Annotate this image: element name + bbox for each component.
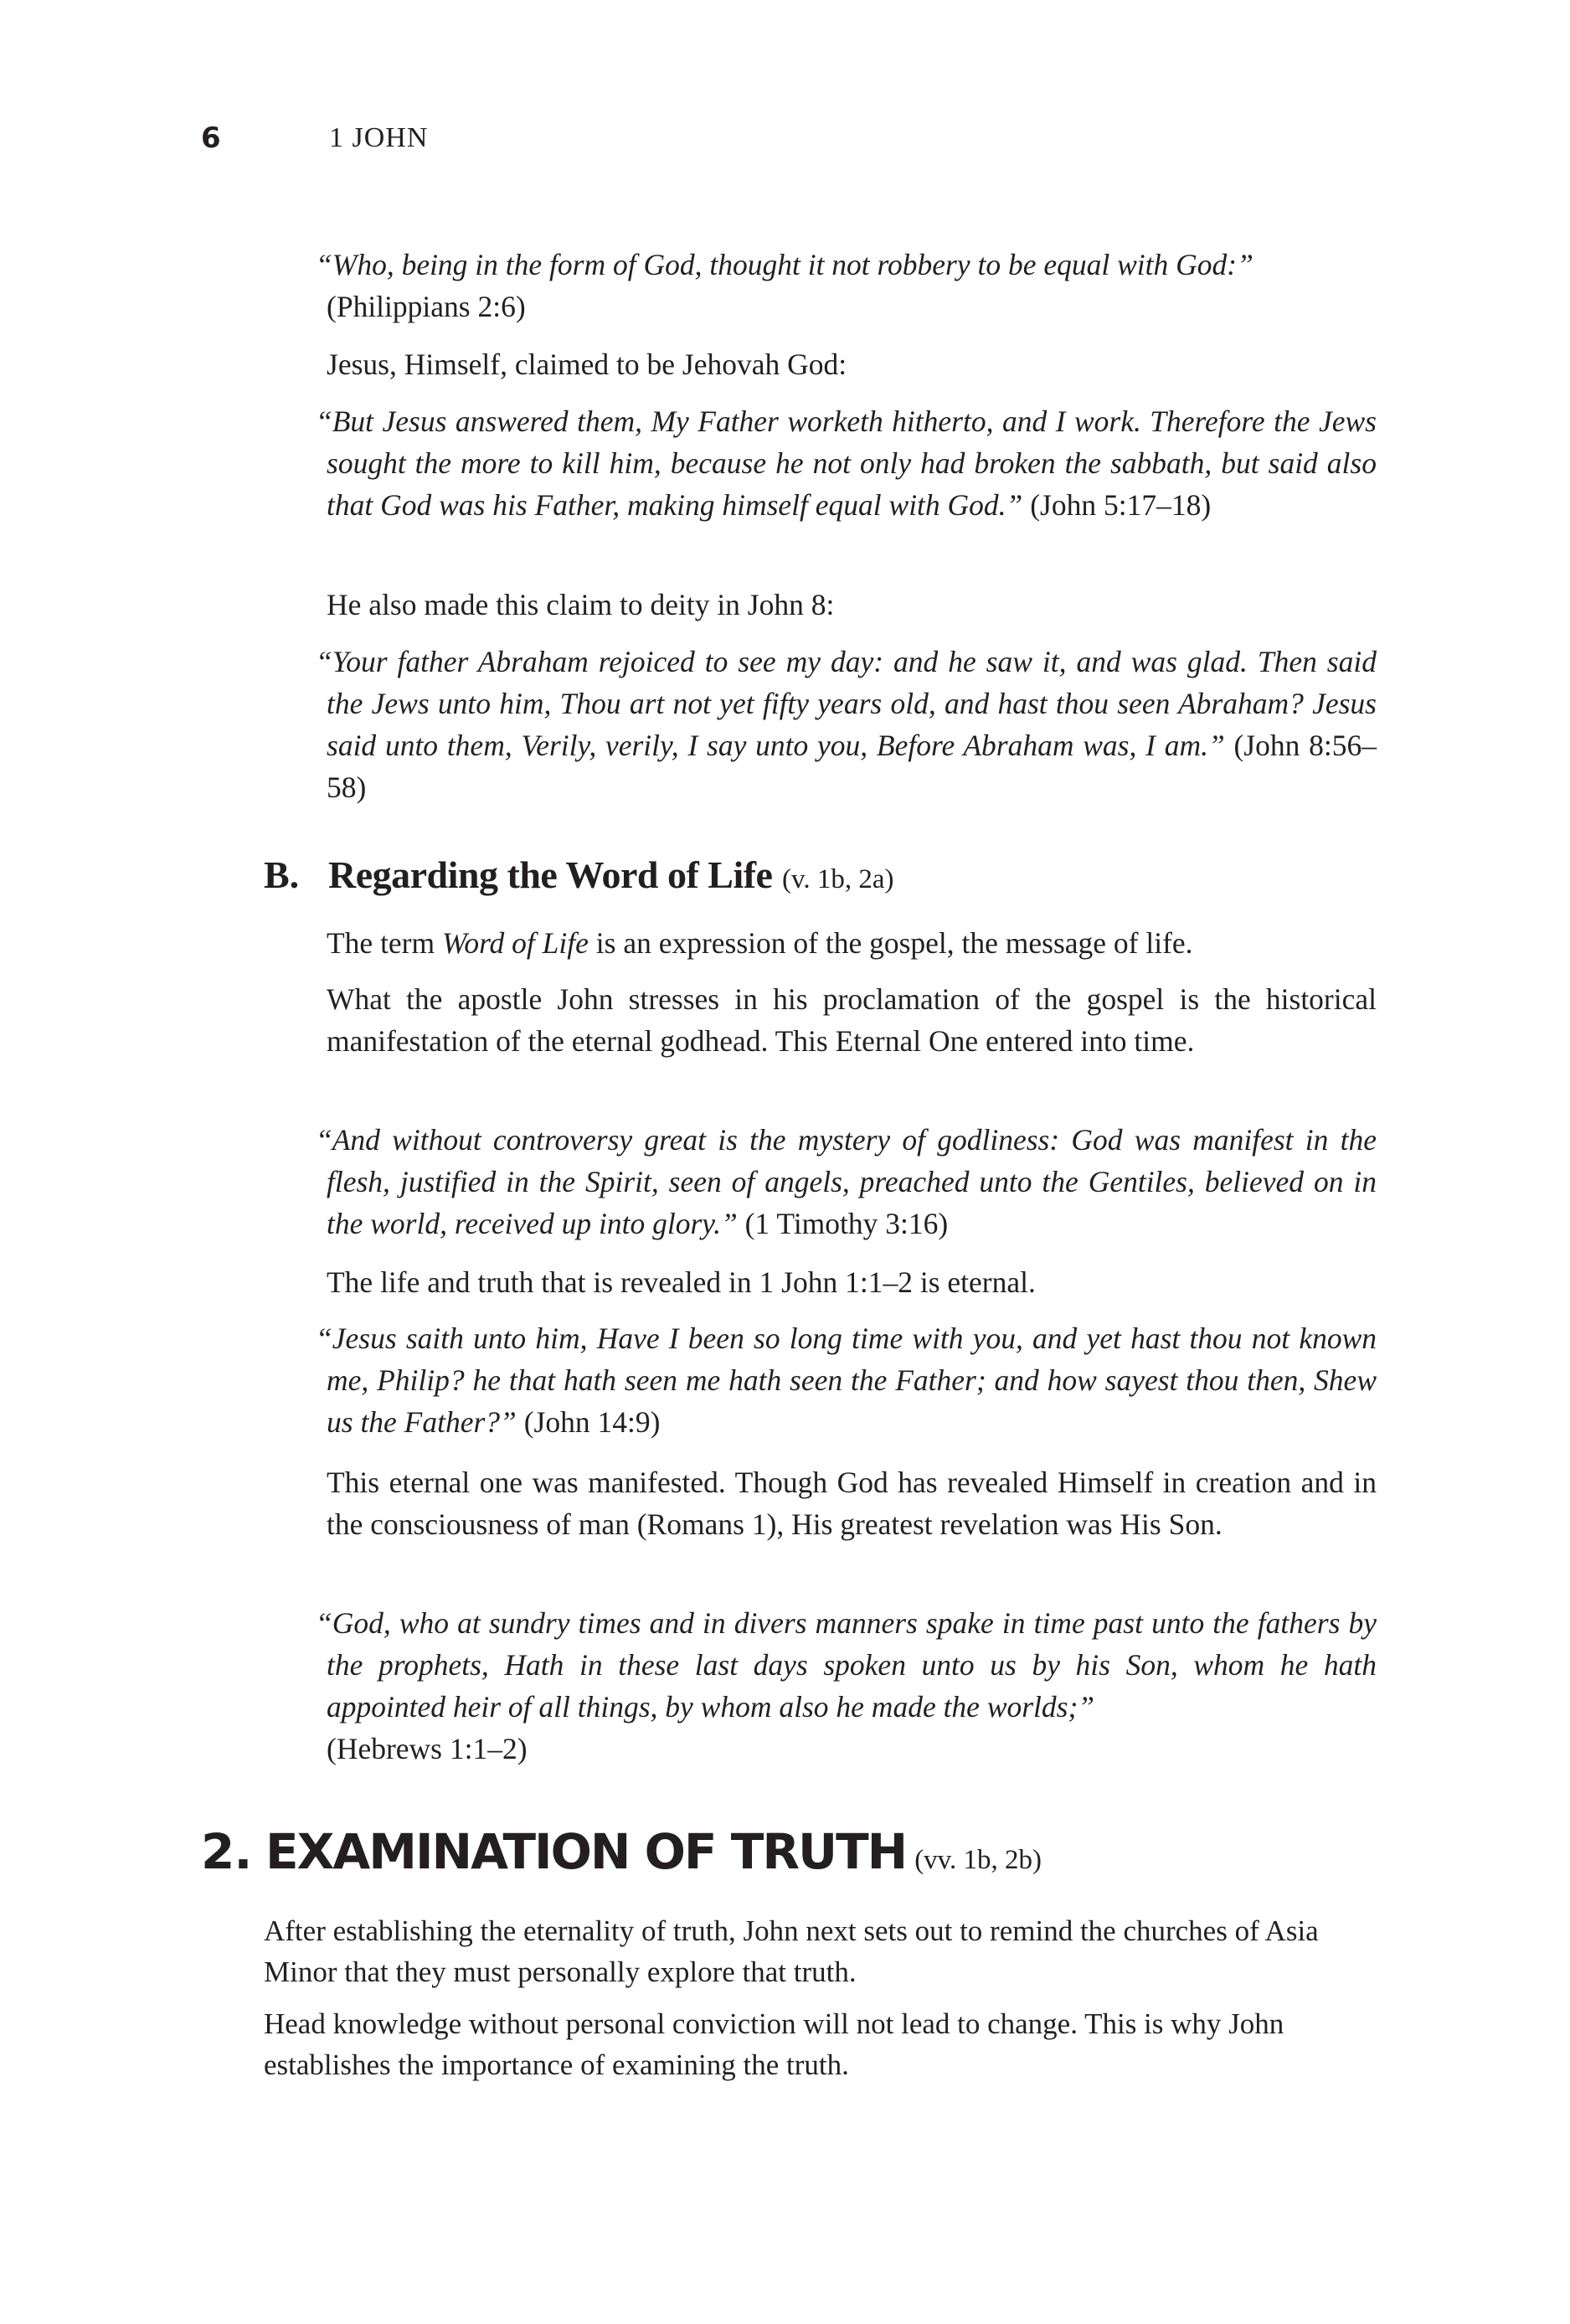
paragraph-john-8: He also made this claim to deity in John 8: [327,588,835,621]
quote-reference: (John 8:56–58) [327,729,1377,804]
paragraph-life-and-truth: The life and truth that is revealed in 1 John 1:1–2 is eternal. [327,1265,1036,1299]
quote-text: “Who, being in the form of God, thought it not robbery to be equal with God:” [316,248,1253,281]
quote-text: “Your father Abraham rejoiced to see my day: and he saw it, and was glad. Then said the Jews unto him, Thou art not yet fifty years old, and hast thou seen Abraham? Jesus said unto them, Verily, verily, I say unto you, Before Abraham was, I am.” [316,645,1377,762]
section-verse-reference: (v. 1b, 2a) [781,864,894,894]
section-title: Regarding the Word of Life [328,853,773,896]
quote-reference: (Hebrews 1:1–2) [327,1732,528,1765]
paragraph-eternal-one: This eternal one was manifested. Though God has revealed Himself in creation and in the consciousness of man (Romans 1), His greatest revelation was His Son. [327,1466,1377,1541]
section-heading-b [264,852,893,903]
paragraph-word-of-life [327,922,1377,964]
paragraph-jesus-claimed: Jesus, Himself, claimed to be Jehovah God: [327,348,847,381]
quote-text: “Jesus saith unto him, Have I been so long time with you, and yet hast thou not known me, Philip? he that hath seen me hath seen the Father; and how sayest thou then, Shew us the Father?” [316,1322,1377,1439]
quote-reference: (1 Timothy 3:16) [744,1207,949,1240]
paragraph-apostle-john: What the apostle John stresses in his proclamation of the gospel is the historical manifestation of the eternal godhead. This Eternal One entered into time. [327,982,1377,1058]
quote-reference: (John 14:9) [523,1405,661,1439]
quote-hebrews [316,1602,1377,1770]
quote-text: “God, who at sundry times and in divers manners spake in time past unto the fathers by the prophets, Hath in these last days spoken unto us by his Son, whom he hath appointed heir of all things, by whom also he made the worlds;” [316,1606,1377,1724]
quote-text: “But Jesus answered them, My Father worketh hitherto, and I work. Therefore the Jews sought the more to kill him, because he not only had broken the sabbath, but said also that God was his Father, making himself equal with God.” [316,405,1377,522]
paragraph-after-establishing: After establishing the eternality of truth, John next sets out to remind the churches of Asia Minor that they must personally explore that truth. [264,1914,1319,1988]
quote-john-5 [316,400,1377,526]
book-title: 1 JOHN [329,122,429,153]
page-number: 6 [201,121,221,155]
quote-1-timothy [316,1119,1377,1244]
paragraph-head-knowledge: Head knowledge without personal conviction will not lead to change. This is why John establishes the importance of examining the truth. [264,2007,1284,2081]
emphasis-word-of-life: Word of Life [442,926,589,960]
quote-john-8 [316,641,1377,808]
quote-reference: (John 5:17–18) [1030,488,1212,522]
quote-john-14 [316,1317,1377,1443]
section-title: EXAMINATION OF TRUTH [265,1823,907,1880]
quote-text: “And without controversy great is the mystery of godliness: God was manifest in the flesh, justified in the Spirit, seen of angels, preached unto the Gentiles, believed on in the world, received up into glory.” [316,1123,1377,1240]
section-heading-2 [201,1822,1042,1894]
section-verse-reference: (vv. 1b, 2b) [914,1845,1042,1875]
section-letter: B. [264,853,300,896]
text-run: The term [327,926,442,960]
quote-philippians [316,244,1377,327]
text-run: is an expression of the gospel, the message of life. [588,926,1193,960]
section-number: 2. [201,1823,252,1880]
quote-reference: (Philippians 2:6) [327,290,526,323]
